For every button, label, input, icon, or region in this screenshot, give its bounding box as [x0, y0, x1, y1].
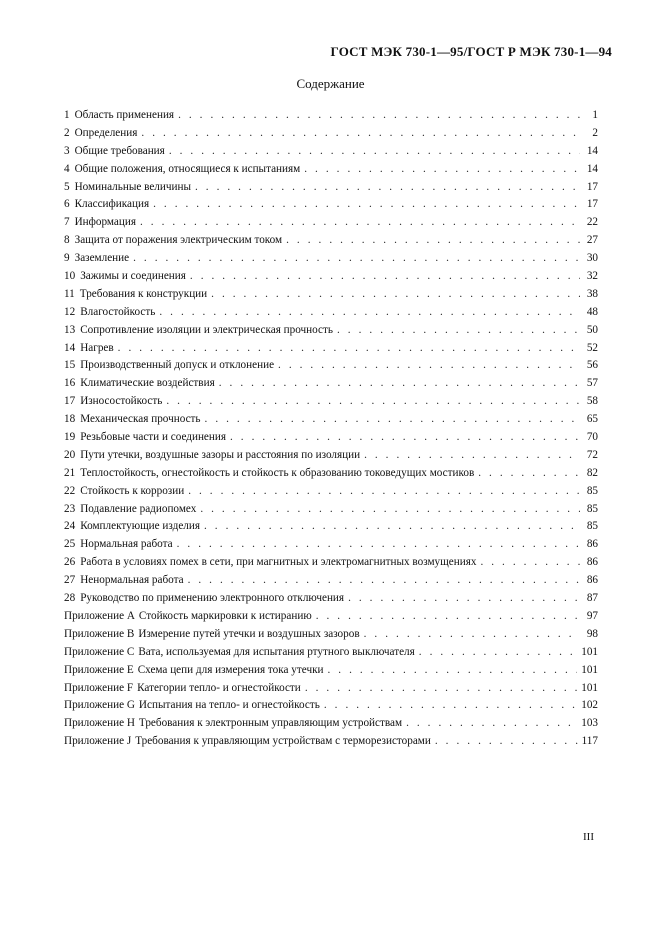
toc-entry-label: Требования к конструкции [79, 287, 208, 300]
toc-entry-number: 28 [64, 592, 76, 605]
toc-entry-label: Резьбовые части и соединения [80, 431, 227, 444]
toc-appendices [64, 608, 598, 751]
toc-entry[interactable] [64, 554, 598, 572]
toc-entry-page: 97 [586, 609, 598, 622]
toc-entry-page: 103 [581, 717, 598, 730]
toc-entry-page: 102 [581, 699, 598, 712]
toc-entry-number: 6 [64, 198, 70, 211]
toc-leader-dots [190, 268, 580, 286]
toc-entry[interactable] [64, 143, 598, 161]
toc-entry[interactable] [64, 572, 598, 590]
toc-leader-dots [406, 715, 577, 733]
toc-entry-number: 17 [64, 395, 76, 408]
toc-entry-label: Влагостойкость [80, 305, 156, 318]
toc-entry-page: 17 [586, 180, 598, 193]
toc-entry[interactable] [64, 626, 598, 644]
toc-leader-dots [141, 125, 580, 143]
toc-leader-dots [480, 554, 580, 572]
toc-leader-dots [478, 465, 580, 483]
toc-leader-dots [435, 733, 578, 751]
toc-leader-dots [219, 375, 580, 393]
toc-leader-dots [205, 411, 580, 429]
toc-entry-page: 65 [586, 413, 598, 426]
toc-entry-number: 10 [64, 270, 76, 283]
toc-leader-dots [166, 393, 580, 411]
toc-entry[interactable] [64, 465, 598, 483]
toc-entry[interactable] [64, 304, 598, 322]
toc-entry-page: 27 [586, 234, 598, 247]
toc-entry-page: 2 [592, 126, 598, 139]
toc-entry-page: 101 [581, 663, 598, 676]
toc-entry-page: 48 [586, 305, 598, 318]
toc-entry-number: 12 [64, 305, 76, 318]
toc-leader-dots [178, 107, 580, 125]
toc-entry[interactable] [64, 662, 598, 680]
toc-entry[interactable] [64, 357, 598, 375]
toc-entry-page: 101 [581, 645, 598, 658]
toc-entry-page: 30 [586, 252, 598, 265]
toc-leader-dots [177, 536, 580, 554]
toc-leader-dots [188, 483, 580, 501]
toc-entry-label: Нагрев [80, 341, 114, 354]
toc-entry-number: 22 [64, 484, 76, 497]
toc-entry-page: 52 [586, 341, 598, 354]
toc-entry[interactable] [64, 733, 598, 751]
toc-entry[interactable] [64, 179, 598, 197]
toc-entry-page: 70 [586, 431, 598, 444]
toc-leader-dots [337, 322, 580, 340]
toc-entry[interactable] [64, 340, 598, 358]
toc-entry-label: Испытания на тепло- и огнестойкость [138, 699, 320, 712]
toc-leader-dots [305, 680, 577, 698]
toc-entry[interactable] [64, 608, 598, 626]
toc-entry[interactable] [64, 715, 598, 733]
toc-entry-number: Приложение F [64, 681, 134, 694]
toc-entry-number: 19 [64, 431, 76, 444]
toc-entry-page: 1 [592, 109, 598, 121]
toc-entry-label: Измерение путей утечки и воздушных зазоров [138, 627, 360, 640]
toc-entry-page: 17 [586, 198, 598, 211]
toc-entry-number: Приложение B [64, 627, 135, 640]
toc-entry-label: Схема цепи для измерения тока утечки [137, 663, 324, 676]
toc-entry[interactable] [64, 393, 598, 411]
toc-entry-page: 98 [586, 627, 598, 640]
toc-leader-dots [211, 286, 580, 304]
toc-entry-label: Категории тепло- и огнестойкости [137, 681, 301, 694]
toc-entry[interactable] [64, 483, 598, 501]
toc-entry-label: Вата, используемая для испытания ртутного выключателя [138, 645, 415, 658]
toc-entry-number: 21 [64, 466, 76, 479]
toc-entry[interactable] [64, 518, 598, 536]
toc-entry-label: Работа в условиях помех в сети, при магнитных и электромагнитных возмущениях [80, 556, 477, 569]
toc-entry-number: 2 [64, 126, 70, 139]
toc-leader-dots [133, 250, 580, 268]
page-title: Содержание [296, 76, 365, 91]
toc-entry-label: Информация [74, 216, 137, 229]
toc-entry[interactable] [64, 536, 598, 554]
toc-entry[interactable] [64, 447, 598, 465]
toc-entry[interactable] [64, 107, 598, 125]
toc-entry-label: Ненормальная работа [80, 574, 184, 587]
toc-entry-label: Износостойкость [80, 395, 163, 408]
toc-entry-number: 9 [64, 252, 70, 265]
toc-entry-label: Нормальная работа [80, 538, 173, 551]
toc-entry-label: Подавление радиопомех [80, 502, 197, 515]
toc-leader-dots [364, 626, 580, 644]
toc-entry-label: Пути утечки, воздушные зазоры и расстояния по изоляции [80, 448, 361, 461]
toc-entry-page: 32 [586, 270, 598, 283]
toc-entry-label: Определения [74, 126, 138, 139]
toc-entry-page: 82 [586, 466, 598, 479]
toc-entry[interactable] [64, 250, 598, 268]
page-number: III [583, 831, 594, 843]
toc-entry[interactable] [64, 322, 598, 340]
toc-entry-label: Требования к электронным управляющим устройствам [138, 717, 403, 730]
toc-leader-dots [286, 232, 580, 250]
toc-entry[interactable] [64, 697, 598, 715]
toc-entry-page: 58 [586, 395, 598, 408]
toc-entry-number: 13 [64, 323, 76, 336]
toc-entry-label: Требования к управляющим устройствам с терморезисторами [135, 735, 431, 748]
toc-leader-dots [118, 340, 580, 358]
toc-entry-label: Классификация [74, 198, 150, 211]
toc-entry-number: Приложение E [64, 663, 134, 676]
toc-entry-number: 16 [64, 377, 76, 390]
toc-entry-page: 22 [586, 216, 598, 229]
toc-entry-number: 15 [64, 359, 76, 372]
toc-entry-label: Стойкость к коррозии [80, 484, 185, 497]
toc-leader-dots [324, 697, 577, 715]
toc-entry[interactable] [64, 232, 598, 250]
toc-entry-label: Комплектующие изделия [80, 520, 201, 533]
toc-entry-number: 18 [64, 413, 76, 426]
toc-entry-page: 56 [586, 359, 598, 372]
toc-entry-label: Руководство по применению электронного отключения [80, 592, 345, 605]
toc-entry-label: Общие положения, относящиеся к испытаниям [74, 162, 301, 175]
toc-entry-number: Приложение J [64, 735, 132, 748]
toc-entry-page: 86 [586, 538, 598, 551]
toc-entry-page: 87 [586, 592, 598, 605]
toc-entry-number: 11 [64, 287, 75, 300]
toc-entry[interactable] [64, 680, 598, 698]
toc-entry-number: Приложение A [64, 609, 135, 622]
toc-entry-page: 50 [586, 323, 598, 336]
toc-entry-number: Приложение C [64, 645, 135, 658]
toc-entry-number: 4 [64, 162, 70, 175]
toc-entry-page: 38 [586, 287, 598, 300]
toc-entry[interactable] [64, 214, 598, 232]
toc-leader-dots [316, 608, 580, 626]
toc-entry[interactable] [64, 429, 598, 447]
toc-entry-page: 85 [586, 502, 598, 515]
toc-leader-dots [159, 304, 580, 322]
toc-leader-dots [348, 590, 580, 608]
table-of-contents [64, 107, 598, 751]
toc-entry-page: 101 [581, 681, 598, 694]
toc-entry-label: Механическая прочность [80, 413, 201, 426]
toc-entry-page: 117 [581, 735, 598, 748]
toc-entry-number: Приложение G [64, 699, 135, 712]
toc-leader-dots [153, 196, 580, 214]
toc-entry-label: Зажимы и соединения [80, 270, 186, 283]
toc-entry-page: 86 [586, 556, 598, 569]
toc-entry-number: 26 [64, 556, 76, 569]
toc-entry[interactable] [64, 196, 598, 214]
toc-entry-page: 14 [586, 144, 598, 157]
toc-entry-number: 25 [64, 538, 76, 551]
toc-entry-number: 3 [64, 144, 70, 157]
toc-entry-label: Защита от поражения электрическим током [74, 234, 283, 247]
toc-leader-dots [278, 357, 580, 375]
toc-entry-page: 14 [586, 162, 598, 175]
toc-entry[interactable] [64, 411, 598, 429]
toc-entry-number: 14 [64, 341, 76, 354]
toc-entry[interactable] [64, 375, 598, 393]
toc-leader-dots [204, 518, 580, 536]
toc-entry[interactable] [64, 590, 598, 608]
toc-leader-dots [169, 143, 580, 161]
toc-entry-label: Сопротивление изоляции и электрическая прочность [80, 323, 334, 336]
toc-sections [64, 107, 598, 608]
toc-leader-dots [200, 501, 580, 519]
toc-entry-number: 5 [64, 180, 70, 193]
toc-entry-label: Производственный допуск и отклонение [80, 359, 275, 372]
toc-entry-label: Стойкость маркировки к истиранию [138, 609, 312, 622]
toc-entry[interactable] [64, 286, 598, 304]
toc-leader-dots [364, 447, 580, 465]
toc-entry-page: 85 [586, 520, 598, 533]
toc-leader-dots [304, 161, 580, 179]
toc-entry[interactable] [64, 644, 598, 662]
toc-entry-number: 23 [64, 502, 76, 515]
toc-entry[interactable] [64, 268, 598, 286]
toc-entry-label: Общие требования [74, 144, 165, 157]
toc-leader-dots [419, 644, 577, 662]
toc-leader-dots [195, 179, 580, 197]
toc-entry-number: 20 [64, 448, 76, 461]
toc-entry-label: Теплостойкость, огнестойкость и стойкость к образованию токоведущих мостиков [80, 466, 475, 479]
toc-leader-dots [328, 662, 578, 680]
toc-entry-number: 8 [64, 234, 70, 247]
toc-entry-page: 86 [586, 574, 598, 587]
toc-entry-page: 72 [586, 448, 598, 461]
toc-entry[interactable] [64, 161, 598, 179]
document-header: ГОСТ МЭК 730-1—95/ГОСТ Р МЭК 730-1—94 [330, 44, 612, 59]
toc-leader-dots [188, 572, 580, 590]
toc-entry-label: Область применения [74, 109, 175, 121]
toc-entry-number: 7 [64, 216, 70, 229]
toc-entry-number: 24 [64, 520, 76, 533]
toc-entry[interactable] [64, 501, 598, 519]
toc-entry-label: Номинальные величины [74, 180, 191, 193]
toc-entry-number: 1 [64, 109, 70, 121]
toc-entry-number: 27 [64, 574, 76, 587]
toc-entry[interactable] [64, 125, 598, 143]
toc-entry-label: Заземление [74, 252, 130, 265]
toc-leader-dots [230, 429, 580, 447]
toc-entry-label: Климатические воздействия [80, 377, 215, 390]
toc-leader-dots [140, 214, 580, 232]
toc-entry-page: 57 [586, 377, 598, 390]
toc-entry-page: 85 [586, 484, 598, 497]
toc-entry-number: Приложение H [64, 717, 135, 730]
